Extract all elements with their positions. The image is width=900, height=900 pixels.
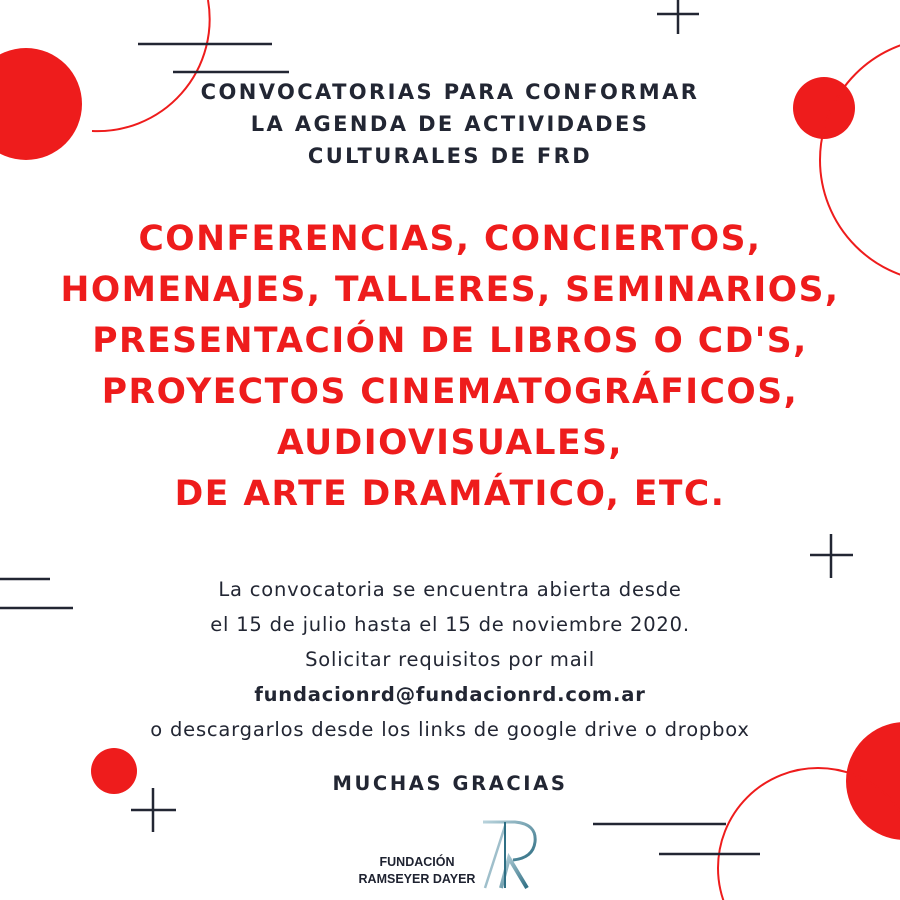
foundation-logo-text (357, 854, 477, 888)
header-subtitle (0, 76, 900, 172)
headline-line: DE ARTE DRAMÁTICO, ETC. (174, 474, 726, 514)
info-line: La convocatoria se encuentra abierta desde (218, 578, 682, 601)
headline-line: HOMENAJES, TALLERES, SEMINARIOS, (60, 270, 840, 310)
header-line: CONVOCATORIAS PARA CONFORMAR (200, 80, 700, 104)
contact-email: fundacionrd@fundacionrd.com.ar (254, 683, 646, 706)
info-line: Solicitar requisitos por mail (305, 648, 595, 671)
info-line: el 15 de julio hasta el 15 de noviembre 2020. (210, 613, 690, 636)
rd-monogram-icon (475, 818, 550, 893)
info-line: o descargarlos desde los links de google drive o dropbox (150, 718, 750, 741)
activities-headline (0, 214, 900, 520)
header-line: LA AGENDA DE ACTIVIDADES (250, 112, 650, 136)
headline-line: PROYECTOS CINEMATOGRÁFICOS, (101, 372, 799, 412)
headline-line: AUDIOVISUALES, (276, 423, 624, 463)
headline-line: PRESENTACIÓN DE LIBROS O CD'S, (92, 321, 808, 361)
info-paragraph (0, 572, 900, 747)
closing-thanks: MUCHAS GRACIAS (332, 772, 568, 795)
logo-line: FUNDACIÓN (379, 855, 455, 869)
headline-line: CONFERENCIAS, CONCIERTOS, (138, 219, 762, 259)
plus-icon (657, 0, 699, 34)
logo-line: RAMSEYER DAYER (358, 872, 476, 886)
header-line: CULTURALES DE FRD (307, 144, 593, 168)
